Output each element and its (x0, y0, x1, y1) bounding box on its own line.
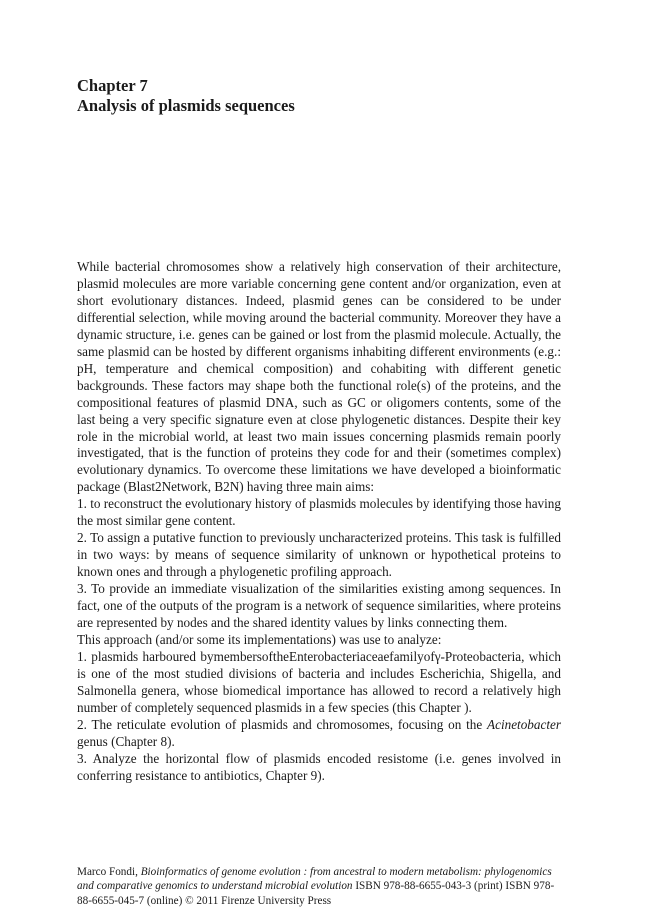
use-item-2-genus: Acinetobacter (487, 716, 561, 732)
footer-author: Marco Fondi, (77, 866, 141, 878)
page-footer (77, 865, 567, 908)
use-item-3: 3. Analyze the horizontal flow of plasmids encoded resistome (i.e. genes involved in conferring resistance to antibiotics, Chapter 9). (77, 750, 561, 783)
aim-item-3: 3. To provide an immediate visualization of the similarities existing among sequences. In fact, one of the outputs of the program is a network of sequence similarities, where proteins are represented by nodes and the shared identity values by links connecting them. (77, 581, 561, 631)
use-item-1: 1. plasmids harboured bymembersoftheEnterobacteriaceaefamilyofγ-Proteobacteria, which is one of the most studied divisions of bacteria and includes Escherichia, Shigella, and Salmonella genera, whose biomedical importance has allowed to record a relatively high number of completely sequenced plasmids in a few species (this Chapter ). (77, 648, 561, 715)
aim-item-1: 1. to reconstruct the evolutionary history of plasmids molecules by identifying those having the most similar gene content. (77, 496, 561, 529)
use-item-2-suffix: genus (Chapter 8). (77, 733, 175, 749)
chapter-title: Analysis of plasmids sequences (77, 96, 295, 115)
approach-paragraph: This approach (and/or some its implementations) was use to analyze: (77, 631, 442, 647)
use-item-2-prefix: 2. The reticulate evolution of plasmids and chromosomes, focusing on the (77, 716, 488, 732)
chapter-body (77, 259, 561, 785)
footer-publication: ISBN 978-88-6655-043-3 (print) ISBN 978-88-6655-045-7 (online) © 2011 Firenze University Press (77, 880, 555, 907)
use-item-2 (77, 717, 561, 751)
intro-paragraph: While bacterial chromosomes show a relatively high conservation of their architecture, plasmid molecules are more variable concerning gene content and/or organization, even at short evolutionary distances. Indeed, plasmid genes can be considered to be under differential selection, while moving around the bacterial community. Moreover they have a dynamic structure, i.e. genes can be gained or lost from the plasmid molecule. Actually, the same plasmid can be hosted by different organisms inhabiting different environments (e.g.: pH, temperature and chemical composition) and cohabiting with different genetic backgrounds. These factors may shape both the functional role(s) of the proteins, and the compositional features of plasmid DNA, such as GC or oligomers contents, some of the last being a very specific signature even at close phylogenetic distances. Despite their key role in the microbial world, at least two main issues concerning plasmids remain poorly investigated, that is the function of proteins they code for and their (sometimes complex) evolutionary dynamics. To overcome these limitations we have developed a bioinformatic package (Blast2Network, B2N) having three main aims: (77, 259, 561, 495)
footer-book-title: Bioinformatics of genome evolution : from ancestral to modern metabolism: phylogenomics and comparative genomics to understand microbial evolution (77, 866, 552, 893)
aim-item-2: 2. To assign a putative function to previously uncharacterized proteins. This task is fulfilled in two ways: by means of sequence similarity of unknown or hypothetical proteins to known ones and through a phylogenetic profiling approach. (77, 530, 561, 580)
chapter-heading (77, 76, 577, 116)
chapter-label: Chapter 7 (77, 76, 148, 95)
